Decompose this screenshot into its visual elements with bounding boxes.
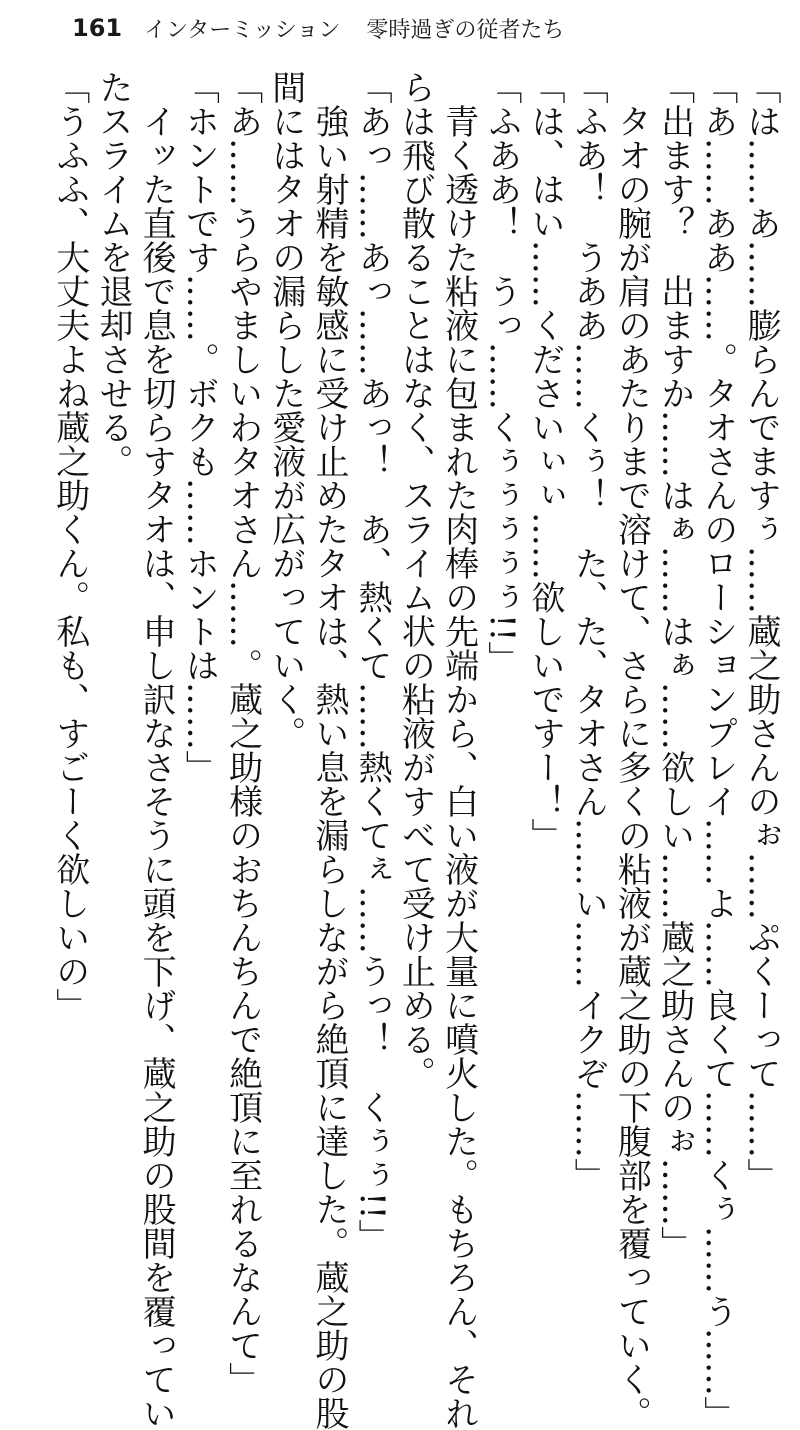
text-line: 「あ……うらやましいわタオさん……。蔵之助様のおちんちんで絶頂に至れるなんて」 — [222, 70, 263, 1396]
text-line: らは飛び散ることはなく、スライム状の粘液がすべて受け止める。 — [395, 70, 436, 1090]
text-line: 「ふああ！ うっ……くぅぅぅぅぅ!!」 — [481, 70, 522, 676]
text-line: 青く透けた粘液に包まれた肉棒の先端から、白い液が大量に噴火した。もちろん、それ — [438, 70, 479, 1430]
text-line: 「は、はい……くださいぃぃ……欲しいですー！」 — [524, 70, 565, 852]
section-title: 零時過ぎの従者たち — [366, 17, 565, 43]
text-line: イッた直後で息を切らすタオは、申し訳なさそうに頭を下げ、蔵之助の股間を覆ってい — [136, 70, 177, 1430]
text-line: タオの腕が肩のあたりまで溶けて、さらに多くの粘液が蔵之助の下腹部を覆っていく。 — [611, 70, 652, 1430]
chapter-title: インターミッション — [144, 17, 341, 43]
text-line: 「ふあ！ うああ……くぅ！ た、た、タオさん……い……イクぞ……」 — [568, 70, 609, 1192]
text-line: たスライムを退却させる。 — [92, 70, 133, 478]
text-line: 「ホントです……。ボクも……ホントは……」 — [179, 70, 220, 784]
text-line: 「うふふ、大丈夫よね蔵之助くん。私も、すごーく欲しいの」 — [49, 70, 90, 1022]
page-number: 161 — [72, 14, 123, 42]
text-line: 「は……あ……膨らんでますぅ……蔵之助さんのぉ……ぷくーって……」 — [741, 70, 781, 1192]
text-line: 間にはタオの漏らした愛液が広がっていく。 — [265, 70, 306, 750]
text-line: 「あっ……あっ……あっ！ あ、熱くて……熱くてぇ……うっ！ くぅぅ!!」 — [352, 70, 393, 1254]
text-line: 「出ます？ 出ますか……はぁ……はぁ……欲しい……蔵之助さんのぉ……」 — [654, 70, 695, 1260]
running-header — [72, 8, 564, 48]
text-line: 「あ……ああ……。タオさんのローションプレイ……よ……良くて……くぅ……う……」 — [697, 70, 738, 1430]
vertical-text-body — [49, 70, 782, 1430]
text-line: 強い射精を敏感に受け止めたタオは、熱い息を漏らしながら絶頂に達した。蔵之助の股 — [308, 70, 349, 1430]
